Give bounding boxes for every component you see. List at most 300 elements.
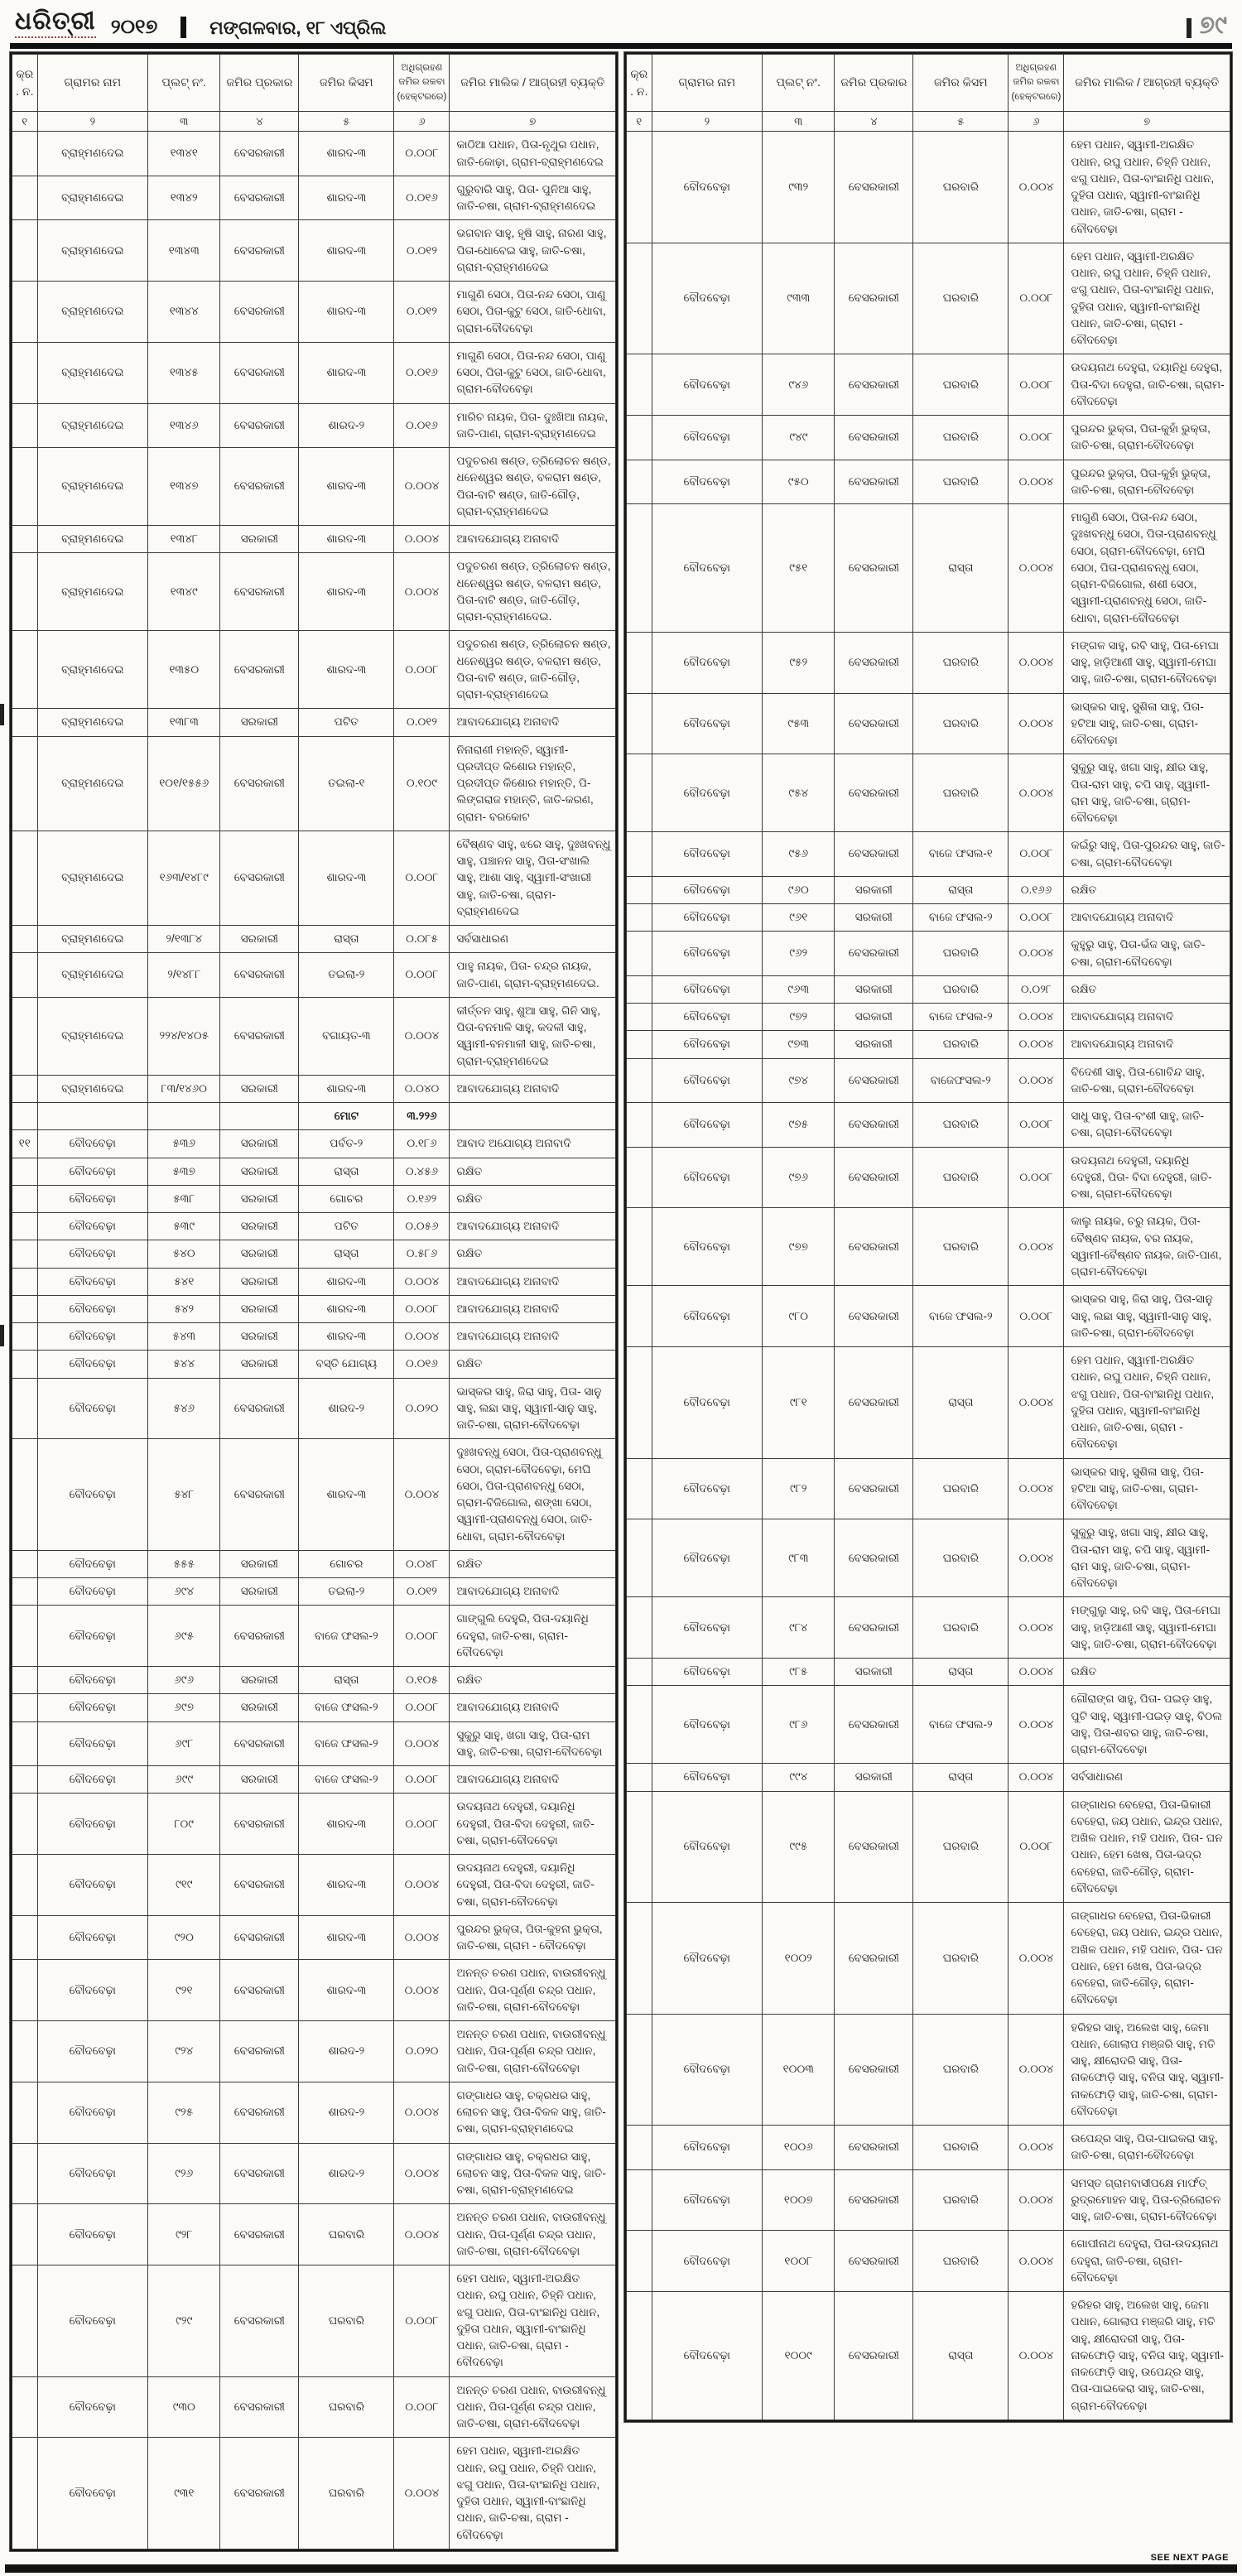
table-row xyxy=(627,1791,1230,1903)
masthead xyxy=(8,5,1234,43)
table-row xyxy=(627,1031,1230,1058)
scan-edge-mark xyxy=(0,1325,4,1346)
cell-sl xyxy=(627,754,652,832)
cell-type: ବେସରକାରୀ xyxy=(835,1903,913,2015)
cell-plot: ୧୩୪୪ xyxy=(148,282,220,343)
table-row xyxy=(12,1766,616,1794)
cell-kisam: ବସ୍ତି ଯୋଗ୍ୟ xyxy=(299,1351,394,1378)
cell-type: ସରକାରୀ xyxy=(220,1766,299,1794)
cell-plot: ୫୪୦ xyxy=(148,1240,220,1268)
table-row xyxy=(12,709,616,736)
cell-village: ବୌଦବେଢ଼ା xyxy=(37,1721,147,1766)
cell-plot: ୯୯୪ xyxy=(763,1764,835,1791)
cell-kisam: ଘରବାରି xyxy=(913,754,1009,832)
cell-sl xyxy=(627,2292,652,2420)
cell-plot: ୯୭୩ xyxy=(763,1031,835,1058)
cell-sl xyxy=(12,1075,38,1102)
cell-plot: ୯୫୩ xyxy=(763,693,835,754)
cell-owner: ସୁକୁରୁ ସାହୁ, ଖଗା ସାହୁ, କ୍ଷୀର ସାହୁ, ପିତା-ରାମ ସାହୁ, ଚପି ସାହୁ, ସ୍ୱାମୀ-ରାମ ସାହୁ, ଜାତି-ଚଷା, ଗ୍ରାମ-ବୌଦବେଢ଼ା xyxy=(1064,754,1230,832)
cell-plot: ୧୩୪୨ xyxy=(148,176,220,220)
cell-type: ବେସରକାରୀ xyxy=(220,997,299,1075)
cell-plot: ୫୪୩ xyxy=(148,1323,220,1351)
cell-owner: ମଙ୍ଗୁଲୁ ସାହୁ, ରବି ସାହୁ, ପିତା-ମେଘା ସାହୁ, ହାଡ଼ିଆଣୀ ସାହୁ, ସ୍ୱାମୀ-ମେଘା ସାହୁ, ଜାତି-ଚଷା, ଗ୍ରାମ-ବୌଦବେଢ଼ା xyxy=(1064,1597,1230,1659)
cell-owner: ମାଗୁଣି ସେଠା, ପିତା-ନନ୍ଦ ସେଠା, ପାଣୁ ସେଠା, ପିତା-କୁଟୁ ସେଠା, ଜାତି-ଧୋବା, ଗ୍ରାମ-ବୌଦବେଢ଼ା xyxy=(450,282,616,343)
cell-type: ସରକାରୀ xyxy=(220,1667,299,1694)
table-row xyxy=(12,1158,616,1185)
cell-kisam: ବାଜେ ଫସଲ-୨ xyxy=(299,1694,394,1721)
cell-area: ୦.୦୦୮ xyxy=(1009,243,1064,354)
cell-sl xyxy=(12,1667,38,1694)
cell-owner: ଆବାଦଯୋଗ୍ୟ ଅନାବାଦି xyxy=(450,1578,616,1606)
cell-type: ବେସରକାରୀ xyxy=(220,2204,299,2265)
cell-owner: ପଦୁଚରଣ ଷଣ୍ଡ, ତ୍ରିଲୋଚନ ଷଣ୍ଡ, ଧନେଶ୍ୱର ଷଣ୍ଡ, ବଳରାମ ଷଣ୍ଡ, ପିତା-ବାଟି ଷଣ୍ଡ, ଜାତି-ଗୌଡ଼, ଗ୍ରାମ-ବ୍ରାହ୍ମଣଦେଇ xyxy=(450,631,616,709)
cell-owner: ନିନାରାଣୀ ମହାନ୍ତି, ସ୍ୱାମୀ-ପ୍ରଦୀପ୍ତ କିଶୋର ମହାନ୍ତି, ପ୍ରଦୀପ୍ତ କିଶୋର ମହାନ୍ତି, ପି-ଲିଙ୍ଗରାଜ ମହାନ୍ତି, ଜାତି-କରଣ, ଗ୍ରାମ- ବରକୋଟ xyxy=(450,736,616,831)
cell-type: ସରକାରୀ xyxy=(220,1550,299,1577)
table-row xyxy=(627,832,1230,877)
cell-village: ବୌଦବେଢ଼ା xyxy=(652,460,762,504)
cell-area: ୦.୦୦୪ xyxy=(1009,1031,1064,1058)
cell-type: ବେସରକାରୀ xyxy=(835,1686,913,1764)
cell-village: ବୌଦବେଢ଼ା xyxy=(37,1915,147,1960)
cell-owner: ସୁକୁରୁ ସାହୁ, ଖଗା ସାହୁ, ପିତା-ରାମ ସାହୁ, ଜାତି-ଚଷା, ଗ୍ରାମ-ବୌଦବେଢ଼ା xyxy=(450,1721,616,1766)
cell-type: ସରକାରୀ xyxy=(220,1185,299,1212)
cell-type: ବେସରକାରୀ xyxy=(220,403,299,448)
cell-owner: ପୁରନ୍ଦର ଭୁକ୍ତା, ପିତା-କୁହାଁ ଭୁକ୍ତା, ଜାତି-ଚଷା, ଗ୍ରାମ-ବୌଦବେଢ଼ା xyxy=(1064,460,1230,504)
table-row xyxy=(627,132,1230,243)
cell-sl xyxy=(12,997,38,1075)
cell-type: ବେସରକାରୀ xyxy=(220,2438,299,2550)
cell-sl xyxy=(627,876,652,903)
cell-area: ୦.୦୧୨ xyxy=(394,282,450,343)
cell-plot: ୬୯୫ xyxy=(148,1606,220,1667)
table-row xyxy=(627,1347,1230,1459)
cell-plot: ୧୦୦୭ xyxy=(763,2169,835,2231)
cell-sl xyxy=(627,1031,652,1058)
cell-village: ବୌଦବେଢ଼ା xyxy=(652,1791,762,1903)
cell-plot: ୨/୧୪୮୮ xyxy=(148,953,220,998)
cell-kisam: ଶାରଦ-୩ xyxy=(299,282,394,343)
cell-owner: ହରିହର ସାହୁ, ଅଲେଖ ସାହୁ, ଜେମା ପଧାନ, ଗୋଲାପ ମଞ୍ଜରି ସାହୁ, ମତି ସାହୁ, କ୍ଷୀରୋଦରି ସାହୁ, ପିତା-ନାକଫୋଡ଼ି ସାହୁ, ବନିତା ସାହୁ, ସ୍ୱାମୀ-ନାକଫୋଡ଼ି ସାହୁ, ଜାତି-ଚଷା, ଗ୍ରାମ-ବୌଦବେଢ଼ା xyxy=(1064,2014,1230,2126)
table-row xyxy=(12,1130,616,1158)
cell-plot: ୧୩୪୧ xyxy=(148,132,220,176)
col-village: ଗ୍ରାମର ନାମ xyxy=(37,55,147,112)
table-row xyxy=(12,1240,616,1268)
col-owner: ଜମିର ମାଲିକ / ଆଗ୍ରହୀ ବ୍ୟକ୍ତି xyxy=(450,55,616,112)
cell-sl xyxy=(12,448,38,526)
cell-sl xyxy=(12,1766,38,1794)
table-row xyxy=(627,1286,1230,1347)
colnum-3: ୩ xyxy=(763,111,835,132)
col-owner: ଜମିର ମାଲିକ / ଆଗ୍ରହୀ ବ୍ୟକ୍ତି xyxy=(1064,55,1230,112)
cell-kisam: ଶାରଦ-୩ xyxy=(299,526,394,553)
cell-owner: ଗଙ୍ଗାଧର ବେହେରା, ପିତା-ଭିକାରୀ ବେହେରା, ଜୟ ପଧାନ, ଇନ୍ଦ୍ର ପଧାନ, ଅଖିଳ ପଧାନ, ମହି ପଧାନ, ପିତା- ଘନ ପଧାନ, ହେମ ଖେଷ, ପିତା-ଭଦ୍ର ବେହେରା, ଜାତି-ଗୌଡ଼, ଗ୍ରାମ-ବୌଦବେଢ଼ା xyxy=(1064,1791,1230,1903)
cell-kisam: ଘରବାରି xyxy=(913,132,1009,243)
cell-sl xyxy=(627,2231,652,2292)
table-row xyxy=(12,1213,616,1240)
cell-sl xyxy=(12,1103,38,1130)
cell-kisam: ଘରବାରି xyxy=(913,632,1009,693)
table-row xyxy=(12,736,616,831)
cell-owner: ଭାସ୍କର ସାହୁ, ସୁଶିଳା ସାହୁ, ପିତା-ହଟିଆ ସାହୁ, ଜାତି-ଚଷା, ଗ୍ରାମ-ବୌଦବେଢ଼ା xyxy=(1064,693,1230,754)
cell-village: ବୌଦବେଢ଼ା xyxy=(652,1903,762,2015)
cell-type: ବେସରକାରୀ xyxy=(835,2292,913,2420)
cell-kisam: ଘରବାରି xyxy=(913,1208,1009,1286)
cell-kisam: ଶାରଦ-୩ xyxy=(299,1794,394,1855)
masthead-date: ମଙ୍ଗଳବାର, ୧୮ ଏପ୍ରିଲ xyxy=(209,17,387,38)
table-row xyxy=(12,1185,616,1212)
table-row xyxy=(12,1667,616,1694)
cell-owner xyxy=(450,1103,616,1130)
cell-type: ବେସରକାରୀ xyxy=(835,2231,913,2292)
cell-area: ୦.୦୦୪ xyxy=(1009,1903,1064,2015)
cell-type: ବେସରକାରୀ xyxy=(835,632,913,693)
cell-village: ବ୍ରାହ୍ମଣଦେଇ xyxy=(37,282,147,343)
cell-sl xyxy=(627,1208,652,1286)
table-row xyxy=(12,1268,616,1295)
table-row xyxy=(12,1694,616,1721)
cell-sl xyxy=(627,1058,652,1103)
table-row xyxy=(12,2265,616,2377)
cell-kisam: ଘରବାରି xyxy=(299,2265,394,2377)
cell-plot xyxy=(148,1103,220,1130)
cell-sl xyxy=(12,132,38,176)
cell-village: ବୌଦବେଢ଼ା xyxy=(652,1597,762,1659)
cell-kisam: ଘରବାରି xyxy=(913,932,1009,976)
cell-plot: ୧୩୫୦ xyxy=(148,631,220,709)
cell-kisam: ବାଜେ ଫସଲ-୨ xyxy=(913,1286,1009,1347)
cell-sl xyxy=(12,1351,38,1378)
cell-area: ୦.୦୦୪ xyxy=(394,1323,450,1351)
cell-kisam: ଘରବାରି xyxy=(913,693,1009,754)
cell-owner: ଆବାଦଯୋଗ୍ୟ ଅନାବାଦି xyxy=(1064,904,1230,932)
cell-sl: ୧୧ xyxy=(12,1130,38,1158)
table-row xyxy=(12,926,616,953)
table-row xyxy=(627,1004,1230,1031)
cell-sl xyxy=(12,1721,38,1766)
cell-owner: ଆବାଦଯୋଗ୍ୟ ଅନାବାଦି xyxy=(450,1268,616,1295)
table-row xyxy=(12,1439,616,1551)
cell-owner: କୁହୁରୁ ସାହୁ, ପିତା-ଭଁଜ ସାହୁ, ଜାତି-ଚଷା, ଗ୍ରାମ-ବୌଦବେଢ଼ା xyxy=(1064,932,1230,976)
cell-village: ବୌଦବେଢ଼ା xyxy=(37,1378,147,1439)
cell-owner: ଅନନ୍ତ ଚରଣ ପଧାନ, ବାଉରୀବନ୍ଧୁ ପଧାନ, ପିତା-ପୂର୍ଣ୍ଣ ଚନ୍ଦ୍ର ପଧାନ, ଜାତି-ଚଷା, ଗ୍ରାମ-ବୌଦବେଢ଼ା xyxy=(450,2021,616,2082)
table-row xyxy=(627,1458,1230,1519)
table-header-right xyxy=(627,55,1230,132)
cell-area: ୦.୦୧୬ xyxy=(394,1351,450,1378)
cell-plot: ୧୩୮୩ xyxy=(148,709,220,736)
cell-owner: ହେମ ପଧାନ, ସ୍ୱାମୀ-ଅରକ୍ଷିତ ପଧାନ, ରଘୁ ପଧାନ, ଚିହ୍ନି ପଧାନ, ଝଗୁ ପଧାନ, ପିତା-ବାଂଛାନିଧି ପଧାନ, ଦୁହିତା ପଧାନ, ସ୍ୱାମୀ-ବାଂଛାନିଧି ପଧାନ, ଜାତି-ଚଷା, ଗ୍ରାମ - ବୌଦବେଢ଼ା xyxy=(1064,243,1230,354)
cell-owner: ଉଦୟନାଥ ଦେହୁରା, ଦୟାନିଧି ଦେହୁରା, ପିତା-ବିଦା ଦେହୁରା, ଜାତି-ଚଷା, ଗ୍ରାମ-ବୌଦବେଢ଼ା xyxy=(1064,354,1230,416)
cell-village: ବ୍ରାହ୍ମଣଦେଇ xyxy=(37,176,147,220)
cell-plot: ୫୫୫ xyxy=(148,1550,220,1577)
cell-kisam: ଘରବାରି xyxy=(299,2376,394,2438)
cell-sl xyxy=(627,1458,652,1519)
cell-sl xyxy=(12,2438,38,2550)
cell-owner: ରକ୍ଷିତ xyxy=(1064,876,1230,903)
cell-village: ବୌଦବେଢ଼ା xyxy=(652,904,762,932)
cell-plot: ୧୦୦୮ xyxy=(763,2231,835,2292)
cell-type: ବେସରକାରୀ xyxy=(220,736,299,831)
cell-area: ୦.୦୦୪ xyxy=(1009,504,1064,633)
cell-kisam: ଘରବାରି xyxy=(913,2231,1009,2292)
cell-kisam: ବାଜେ ଫସଲ-୨ xyxy=(913,1686,1009,1764)
cell-plot: ୧୩୪୬ xyxy=(148,403,220,448)
cell-area: ୦.୦୦୪ xyxy=(394,997,450,1075)
cell-kisam: ଘରବାରି xyxy=(913,2126,1009,2170)
table-row xyxy=(12,1915,616,1960)
cell-kisam: ଶାରଦ-୩ xyxy=(299,1439,394,1551)
cell-village: ବୌଦବେଢ଼ା xyxy=(37,2204,147,2265)
cell-kisam: ବାଜେ ଫସଲ-୨ xyxy=(299,1721,394,1766)
cell-area: ୦.୦୦୮ xyxy=(394,1794,450,1855)
colnum-1: ୧ xyxy=(12,111,38,132)
table-row xyxy=(627,975,1230,1003)
cell-sl xyxy=(627,132,652,243)
cell-plot: ୮୦୯ xyxy=(148,1794,220,1855)
cell-owner: ରକ୍ଷିତ xyxy=(450,1240,616,1268)
table-row xyxy=(627,2126,1230,2170)
cell-plot: ୯୫୦ xyxy=(763,460,835,504)
cell-plot: ୯୨୯ xyxy=(148,2265,220,2377)
colnum-5: ୫ xyxy=(913,111,1009,132)
table-row xyxy=(12,132,616,176)
cell-kisam: ଘରବାରି xyxy=(913,460,1009,504)
cell-type: ସରକାରୀ xyxy=(220,526,299,553)
cell-owner: ରକ୍ଷିତ xyxy=(450,1158,616,1185)
cell-type: ସରକାରୀ xyxy=(220,1213,299,1240)
cell-plot: ୯୭୬ xyxy=(763,1147,835,1208)
cell-kisam: ଶାରଦ-୩ xyxy=(299,132,394,176)
cell-village: ବୌଦବେଢ଼ା xyxy=(652,1659,762,1686)
land-records-table-right xyxy=(624,52,1232,2422)
cell-type: ବେସରକାରୀ xyxy=(220,1915,299,1960)
cell-sl xyxy=(627,1347,652,1459)
cell-village: ବୌଦବେଢ଼ା xyxy=(37,1268,147,1295)
cell-sl xyxy=(12,1213,38,1240)
cell-area: ୦.୦୦୪ xyxy=(1009,932,1064,976)
cell-area: ୦.୦୦୪ xyxy=(394,448,450,526)
cell-kisam: ଶାରଦ-୨ xyxy=(299,1378,394,1439)
cell-kisam: ଶାରଦ-୨ xyxy=(299,2021,394,2082)
cell-village: ବୌଦବେଢ଼ା xyxy=(652,243,762,354)
table-row xyxy=(12,1075,616,1102)
cell-village: ବୌଦବେଢ଼ା xyxy=(37,1323,147,1351)
cell-type: ବେସରକାରୀ xyxy=(220,1439,299,1551)
colnum-4: ୪ xyxy=(835,111,913,132)
cell-village: ବୌଦବେଢ଼ା xyxy=(652,1519,762,1597)
cell-area: ୦.୦୦୪ xyxy=(394,553,450,631)
cell-type: ସରକାରୀ xyxy=(220,1240,299,1268)
cell-village: ବ୍ରାହ୍ମଣଦେଇ xyxy=(37,132,147,176)
cell-village: ବୌଦବେଢ଼ା xyxy=(37,1550,147,1577)
table-row xyxy=(627,1058,1230,1103)
cell-area: ୦.୦୦୮ xyxy=(394,1295,450,1322)
cell-village: ବୌଦବେଢ଼ା xyxy=(37,2438,147,2550)
cell-sl xyxy=(12,526,38,553)
col-serial: କ୍ର. ନ. xyxy=(627,55,652,112)
cell-sl xyxy=(627,1686,652,1764)
cell-type: ବେସରକାରୀ xyxy=(835,1103,913,1148)
cell-owner: ଅନନ୍ତ ଚରଣ ପଧାନ, ବାଉରୀବନ୍ଧୁ ପଧାନ, ପିତା-ପୂର୍ଣ୍ଣ ଚନ୍ଦ୍ର ପଧାନ, ଜାତି-ଚଷା, ଗ୍ରାମ-ବୌଦବେଢ଼ା xyxy=(450,2376,616,2438)
cell-type: ବେସରକାରୀ xyxy=(835,1286,913,1347)
cell-owner: ସୁକୁରୁ ସାହୁ, ଖଗା ସାହୁ, କ୍ଷୀର ସାହୁ, ପିତା-ରାମ ସାହୁ, ଚପି ସାହୁ, ସ୍ୱାମୀ-ରାମ ସାହୁ, ଜାତି-ଚଷା, ଗ୍ରାମ-ବୌଦବେଢ଼ା xyxy=(1064,1519,1230,1597)
cell-type: ବେସରକାରୀ xyxy=(835,832,913,877)
cell-sl xyxy=(627,504,652,633)
cell-type: ସରକାରୀ xyxy=(835,975,913,1003)
cell-area: ୦.୦୦୮ xyxy=(1009,1103,1064,1148)
cell-area: ୦.୦୦୪ xyxy=(394,1721,450,1766)
cell-plot: ୫୪୧ xyxy=(148,1268,220,1295)
cell-plot: ୫୩୮ xyxy=(148,1185,220,1212)
cell-type: ବେସରକାରୀ xyxy=(220,282,299,343)
cell-type: ବେସରକାରୀ xyxy=(835,1519,913,1597)
cell-kisam: ଶାରଦ-୩ xyxy=(299,342,394,403)
cell-plot: ୯୬୧ xyxy=(763,904,835,932)
cell-kisam: ଘରବାରି xyxy=(913,1597,1009,1659)
cell-area: ୩.୨୨୬ xyxy=(394,1103,450,1130)
cell-type: ବେସରକାରୀ xyxy=(835,1597,913,1659)
cell-plot: ୯୮୦ xyxy=(763,1286,835,1347)
table-row xyxy=(12,526,616,553)
cell-village: ବୌଦବେଢ଼ା xyxy=(652,1208,762,1286)
cell-sl xyxy=(12,1295,38,1322)
masthead-divider xyxy=(181,17,186,38)
cell-kisam: ଶାରଦ-୨ xyxy=(299,2082,394,2143)
table-row xyxy=(627,2292,1230,2420)
cell-type: ବେସରକାରୀ xyxy=(835,1147,913,1208)
cell-area: ୦.୦୦୮ xyxy=(394,1766,450,1794)
cell-type: ସରକାରୀ xyxy=(220,1075,299,1102)
cell-owner: କାଠିଆ ପଧାନ, ପିତା-ନୃଥୁର ପଧାନ, ଜାତି-କୋଢ଼ା, ଗ୍ରାମ-ବ୍ରାହ୍ମଣଦେଇ xyxy=(450,132,616,176)
table-row xyxy=(12,2143,616,2204)
cell-type: ବେସରକାରୀ xyxy=(220,1606,299,1667)
cell-type: ବେସରକାରୀ xyxy=(835,932,913,976)
table-row xyxy=(12,220,616,282)
cell-plot: ୧୩୪୮ xyxy=(148,526,220,553)
cell-owner: ଆବାଦଯୋଗ୍ୟ ଅନାବାଦି xyxy=(1064,1031,1230,1058)
cell-owner: କଇଁରୁ ସାହୁ, ପିତା-ପୁରନ୍ଦର ସାହୁ, ଜାତି-ଚଷା, ଗ୍ରାମ-ବୌଦବେଢ଼ା xyxy=(1064,832,1230,877)
cell-sl xyxy=(12,1378,38,1439)
colnum-7: ୭ xyxy=(1064,111,1230,132)
cell-plot: ୯୭୭ xyxy=(763,1208,835,1286)
cell-owner: ସର୍ବସାଧାରଣ xyxy=(1064,1764,1230,1791)
cell-area: ୦.୦୧୨ xyxy=(394,220,450,282)
cell-type: ବେସରକାରୀ xyxy=(220,631,299,709)
cell-owner: ମଙ୍ଗଳ ସାହୁ, ରବି ସାହୁ, ପିତା-ମେଘା ସାହୁ, ହାଡ଼ିଆଣୀ ସାହୁ, ସ୍ୱାମୀ-ମେଘା ସାହୁ, ଜାତି-ଚଷା, ଗ୍ରାମ-ବୌଦବେଢ଼ା xyxy=(1064,632,1230,693)
cell-village: ବୌଦବେଢ଼ା xyxy=(37,1295,147,1322)
cell-plot: ୯୯୫ xyxy=(763,1791,835,1903)
cell-type: ବେସରକାରୀ xyxy=(220,1721,299,1766)
cell-plot: ୯୮୪ xyxy=(763,1597,835,1659)
cell-kisam: ତଇଲା-୨ xyxy=(299,1578,394,1606)
cell-kisam: ରାସ୍ତା xyxy=(299,1158,394,1185)
cell-sl xyxy=(12,2082,38,2143)
cell-sl xyxy=(12,1960,38,2021)
cell-area: ୦.୦୦୪ xyxy=(1009,1347,1064,1459)
cell-area: ୦.୦୦୪ xyxy=(1009,1458,1064,1519)
table-row xyxy=(627,904,1230,932)
cell-area: ୦.୦୧୬ xyxy=(394,342,450,403)
cell-type: ସରକାରୀ xyxy=(220,1351,299,1378)
cell-village: ବୌଦବେଢ଼ା xyxy=(37,1158,147,1185)
cell-village: ବୌଦବେଢ଼ା xyxy=(37,2021,147,2082)
cell-village: ବୌଦବେଢ଼ା xyxy=(652,2231,762,2292)
cell-type: ବେସରକାରୀ xyxy=(220,132,299,176)
table-row xyxy=(627,1519,1230,1597)
cell-area: ୦.୦୦୮ xyxy=(394,1606,450,1667)
cell-sl xyxy=(12,1323,38,1351)
cell-village: ବୌଦବେଢ଼ା xyxy=(37,1694,147,1721)
table-row xyxy=(12,1721,616,1766)
cell-owner: ଆବାଦଯୋଗ୍ୟ ଅନାବାଦି xyxy=(450,1075,616,1102)
scan-edge-mark xyxy=(0,704,4,725)
cell-type: ବେସରକାରୀ xyxy=(835,504,913,633)
cell-village: ବୌଦବେଢ଼ା xyxy=(652,132,762,243)
col-kisam: ଜମିର କିସମ xyxy=(299,55,394,112)
cell-sl xyxy=(12,2021,38,2082)
cell-owner: ଆବାଦଯୋଗ୍ୟ ଅନାବାଦି xyxy=(450,1295,616,1322)
cell-kisam: ଘରବାରି xyxy=(913,1147,1009,1208)
cell-owner: ଆବାଦଯୋଗ୍ୟ ଅନାବାଦି xyxy=(450,1694,616,1721)
bottom-rule xyxy=(5,2564,1237,2573)
cell-area: ୦.୦୦୮ xyxy=(394,2265,450,2377)
cell-type: ସରକାରୀ xyxy=(220,1268,299,1295)
cell-sl xyxy=(627,243,652,354)
cell-kisam: ଶାରଦ-୩ xyxy=(299,553,394,631)
cell-kisam: ଘରବାରି xyxy=(913,975,1009,1003)
cell-area: ୦.୦୦୪ xyxy=(1009,1686,1064,1764)
cell-plot: ୯୧୯ xyxy=(148,1855,220,1916)
page-number-divider xyxy=(1187,18,1191,38)
cell-sl xyxy=(12,2143,38,2204)
cell-village: ବୌଦବେଢ଼ା xyxy=(652,876,762,903)
cell-sl xyxy=(627,1903,652,2015)
cell-area: ୦.୦୧୬ xyxy=(394,403,450,448)
cell-village: ବୌଦବେଢ଼ା xyxy=(652,416,762,460)
cell-area: ୦.୦୪୮ xyxy=(394,1550,450,1577)
cell-plot: ୧୩୪୯ xyxy=(148,553,220,631)
cell-sl xyxy=(12,953,38,998)
cell-area: ୦.୦୦୪ xyxy=(394,526,450,553)
cell-village: ବୌଦବେଢ଼ା xyxy=(652,1458,762,1519)
cell-plot: ୯୫୨ xyxy=(763,632,835,693)
table-row xyxy=(12,176,616,220)
table-row xyxy=(12,2082,616,2143)
cell-kisam: ତଇଲା-୨ xyxy=(299,953,394,998)
table-row xyxy=(627,932,1230,976)
cell-plot: ୯୩୨ xyxy=(763,132,835,243)
cell-type: ବେସରକାରୀ xyxy=(835,1058,913,1103)
cell-plot: ୯୬୦ xyxy=(763,876,835,903)
cell-type: ସରକାରୀ xyxy=(220,1694,299,1721)
cell-area: ୦.୦୦୪ xyxy=(1009,1208,1064,1286)
masthead-right xyxy=(1187,13,1227,38)
cell-area: ୦.୦୦୪ xyxy=(1009,2169,1064,2231)
cell-type: ବେସରକାରୀ xyxy=(220,553,299,631)
cell-owner: ଉଦୟନାଥ ଦେହୁରୀ, ଦୟାନିଧି ଦେହୁରୀ, ପିତା- ବିଦା ଦେହୁରୀ, ଜାତି-ଚଷା, ଗ୍ରାମ-ବୌଦବେଢ଼ା xyxy=(1064,1147,1230,1208)
cell-owner: ହେମ ପଧାନ, ସ୍ୱାମୀ-ଅରକ୍ଷିତ ପଧାନ, ରଘୁ ପଧାନ, ଚିହ୍ନି ପଧାନ, ଝଗୁ ପଧାନ, ପିତା-ବାଂଛାନିଧି ପଧାନ, ଦୁହିତା ପଧାନ, ସ୍ୱାମୀ-ବାଂଛାନିଧି ପଧାନ, ଜାତି-ଚଷା, ଗ୍ରାମ - ବୌଦବେଢ଼ା xyxy=(1064,1347,1230,1459)
cell-owner: ଉଦୟନାଥ ଦେହୁରୀ, ଦୟାନିଧି ଦେହୁରୀ, ପିତା-ବିଦା ଦେହୁରୀ, ଜାତି-ଚଷା, ଗ୍ରାମ-ବୌଦବେଢ଼ା xyxy=(450,1794,616,1855)
col-land-type: ଜମିର ପ୍ରକାର xyxy=(220,55,299,112)
table-row xyxy=(12,553,616,631)
cell-type: ବେସରକାରୀ xyxy=(220,2143,299,2204)
cell-owner: ଗାଙ୍ଗୁଲି ଦେହୁରି, ପିତା-ଦୟାନିଧି ଦେହୁରା, ଜାତି-ଚଷା, ଗ୍ରାମ-ବୌଦବେଢ଼ା xyxy=(450,1606,616,1667)
table-header-left xyxy=(12,55,616,132)
cell-type: ବେସରକାରୀ xyxy=(835,754,913,832)
cell-owner: ସମସ୍ତ ଗ୍ରାମବାସୀପକ୍ଷେ ମାର୍ଫତ୍ ରୁଦ୍ରମୋହନ ସାହୁ, ପିତା-ତ୍ରିଲୋଚନ ସାହୁ, ଜାତି-ଚଷା, ଗ୍ରାମ-ବୌଦବେଢ଼ା xyxy=(1064,2169,1230,2231)
cell-area: ୦.୦୨୮ xyxy=(1009,975,1064,1003)
table-row xyxy=(627,2169,1230,2231)
cell-owner: ଆବାଦଯୋଗ୍ୟ ଅନାବାଦି xyxy=(450,1766,616,1794)
